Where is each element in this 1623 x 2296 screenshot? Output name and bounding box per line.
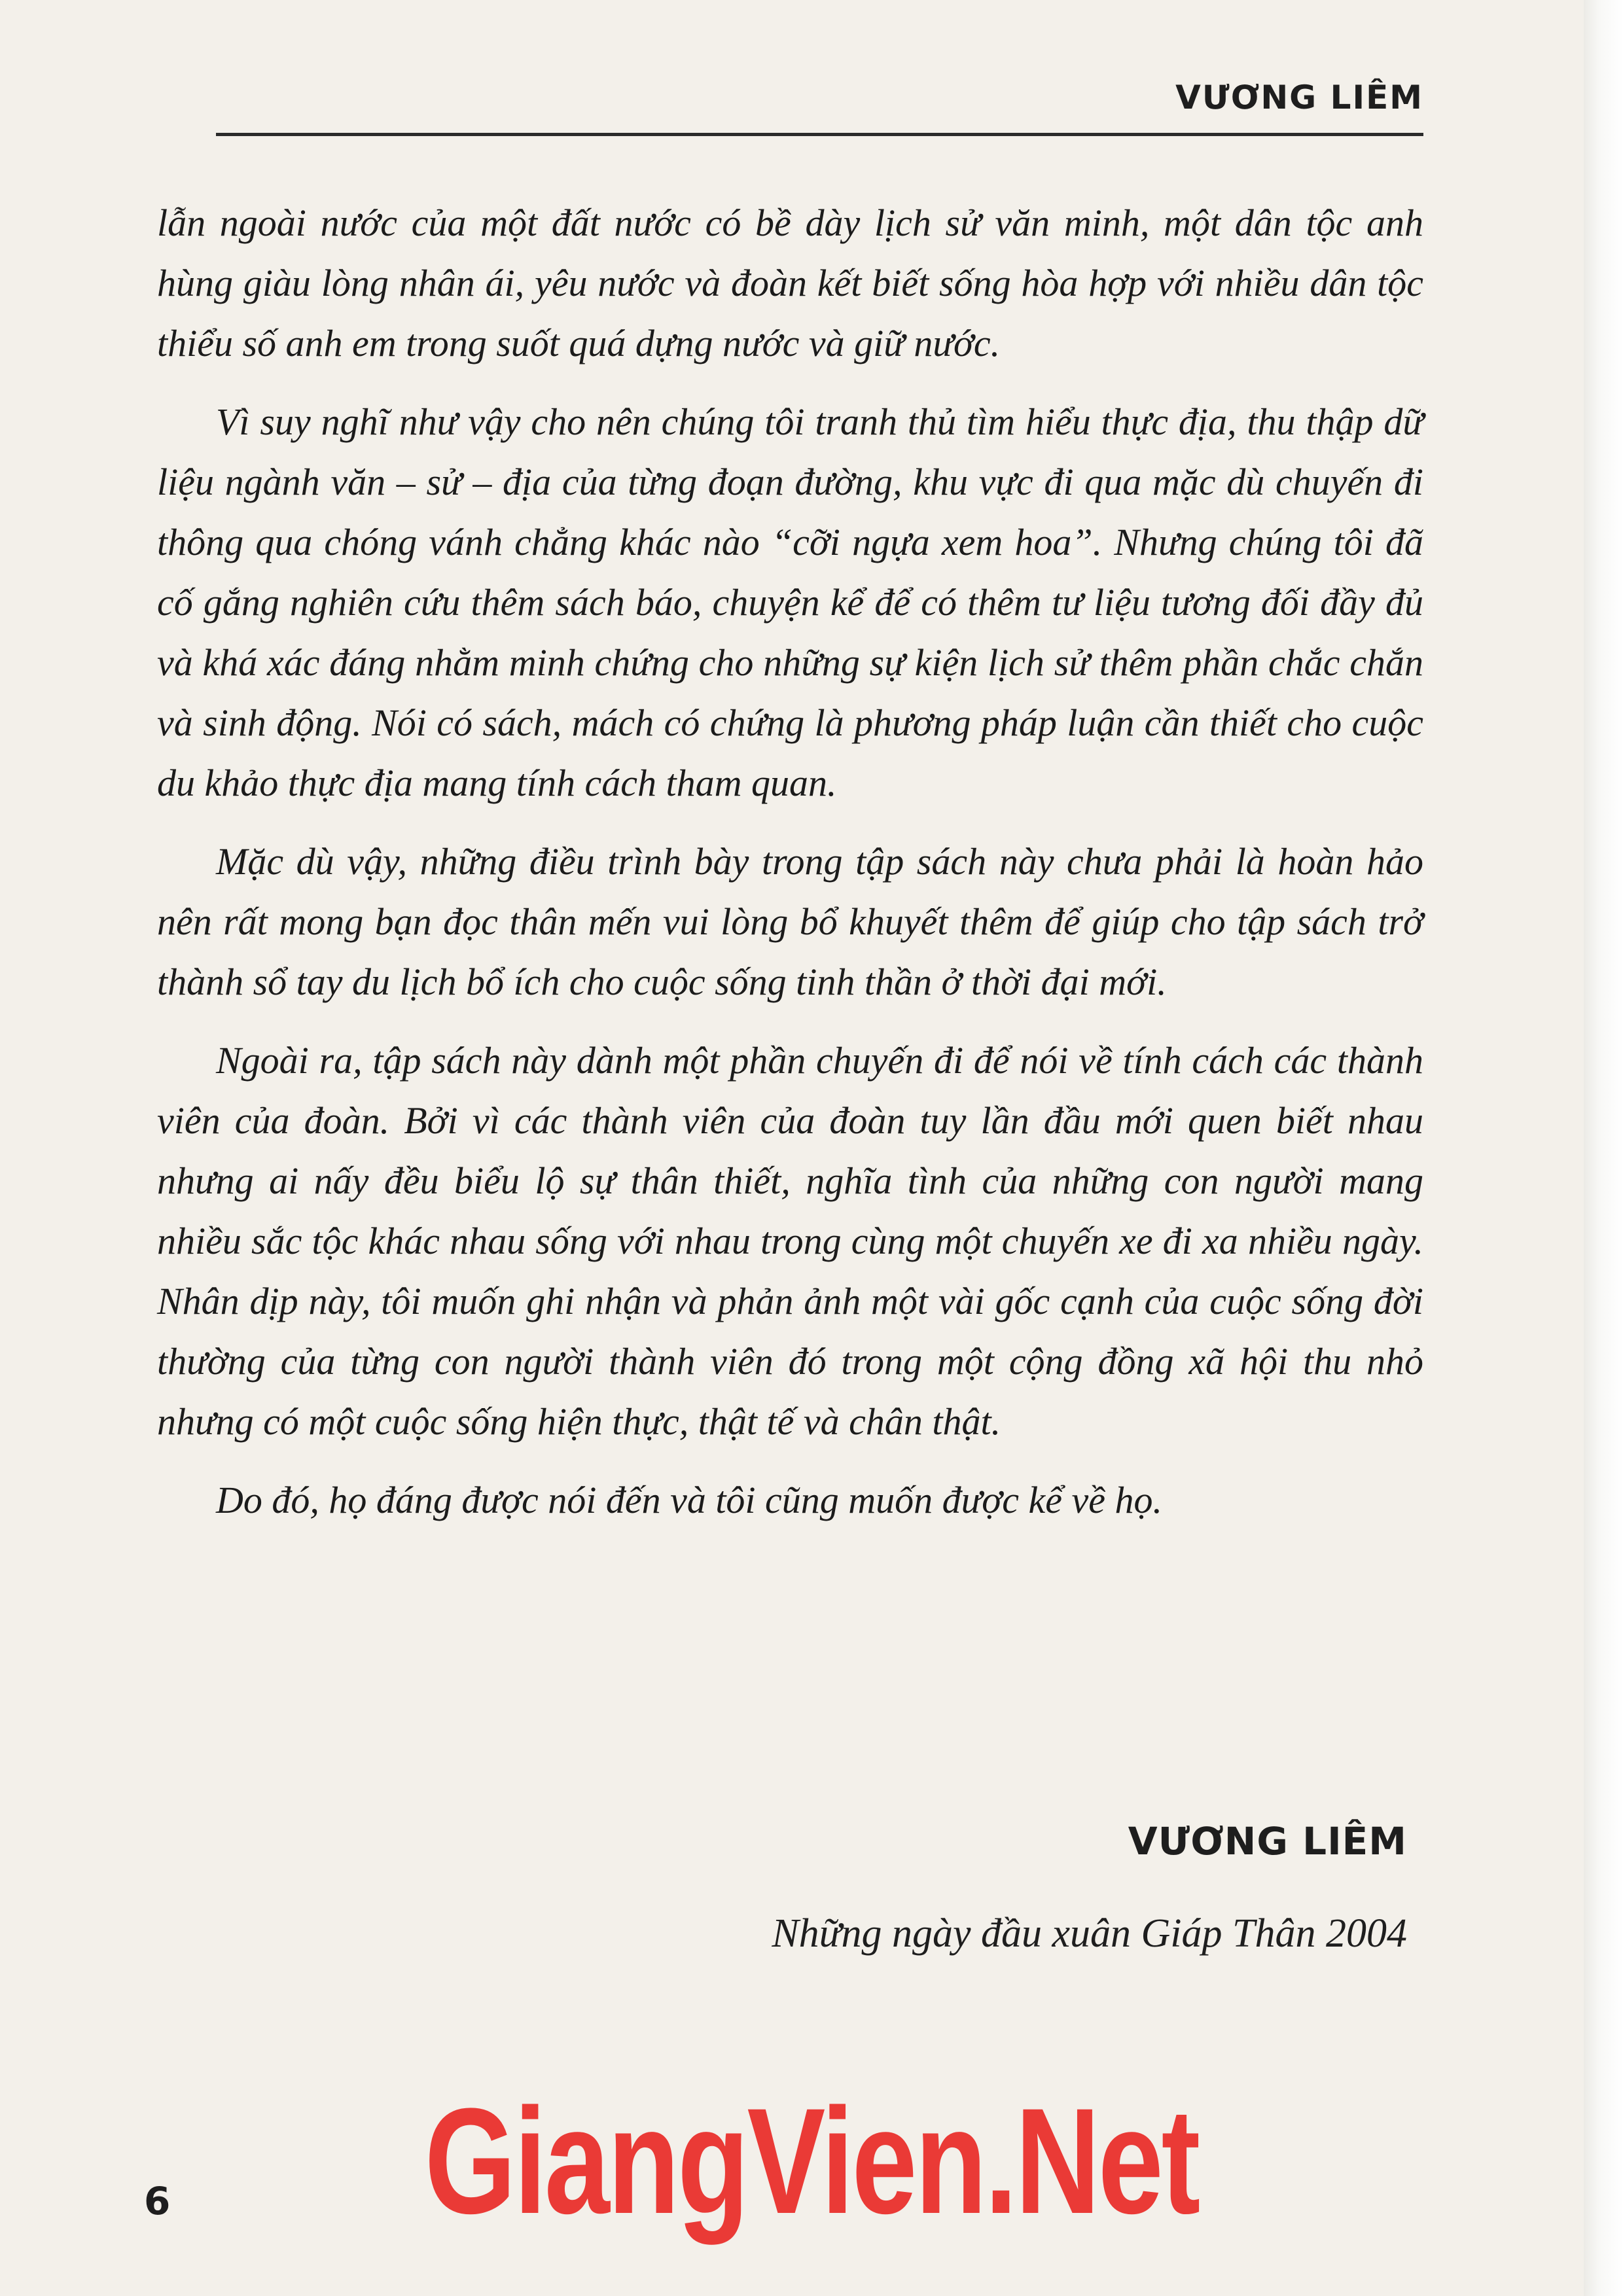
watermark: GiangVien.Net (424, 2077, 1199, 2245)
paragraph-2: Vì suy nghĩ như vậy cho nên chúng tôi tranh thủ tìm hiểu thực địa, thu thập dữ liệu ngành văn – sử – địa của từng đoạn đường, khu vực đi qua mặc dù chuyến đi thông qua chóng vánh chẳng khác nào “cỡi ngựa xem hoa”. Nhưng chúng tôi đã cố gắng nghiên cứu thêm sách báo, chuyện kể để có thêm tư liệu tương đối đầy đủ và khá xác đáng nhằm minh chứng cho những sự kiện lịch sử thêm phần chắc chắn và sinh động. Nói có sách, mách có chứng là phương pháp luận cần thiết cho cuộc du khảo thực địa mang tính cách tham quan. (157, 400, 1423, 804)
paragraph-1: lẫn ngoài nước của một đất nước có bề dày lịch sử văn minh, một dân tộc anh hùng giàu lòng nhân ái, yêu nước và đoàn kết biết sống hòa hợp với nhiều dân tộc thiểu số anh em trong suốt quá dựng nước và giữ nước. (157, 202, 1423, 364)
running-header-author: VƯƠNG LIÊM (1175, 79, 1423, 116)
paragraph-4: Ngoài ra, tập sách này dành một phần chuyến đi để nói về tính cách các thành viên của đoàn. Bởi vì các thành viên của đoàn tuy lần đầu mới quen biết nhau nhưng ai nấy đều biểu lộ sự thân thiết, nghĩa tình của những con người mang nhiều sắc tộc khác nhau sống với nhau trong cùng một chuyến xe đi xa nhiều ngày. Nhân dịp này, tôi muốn ghi nhận và phản ảnh một vài gốc cạnh của cuộc sống đời thường của từng con người thành viên đó trong một cộng đồng xã hội thu nhỏ nhưng có một cuộc sống hiện thực, thật tế và chân thật. (157, 1039, 1423, 1443)
paragraph-3: Mặc dù vậy, những điều trình bày trong tập sách này chưa phải là hoàn hảo nên rất mong bạn đọc thân mến vui lòng bổ khuyết thêm để giúp cho tập sách trở thành sổ tay du lịch bổ ích cho cuộc sống tinh thần ở thời đại mới. (157, 840, 1423, 1003)
page-number: 6 (144, 2179, 171, 2223)
paragraph-5: Do đó, họ đáng được nói đến và tôi cũng muốn được kể về họ. (216, 1479, 1162, 1521)
header-rule (216, 133, 1423, 136)
body-text (157, 193, 1423, 1549)
page-edge-shadow (1584, 0, 1623, 2296)
signature-name: VƯƠNG LIÊM (1128, 1819, 1407, 1863)
signature-date: Những ngày đầu xuân Giáp Thân 2004 (772, 1911, 1407, 1956)
